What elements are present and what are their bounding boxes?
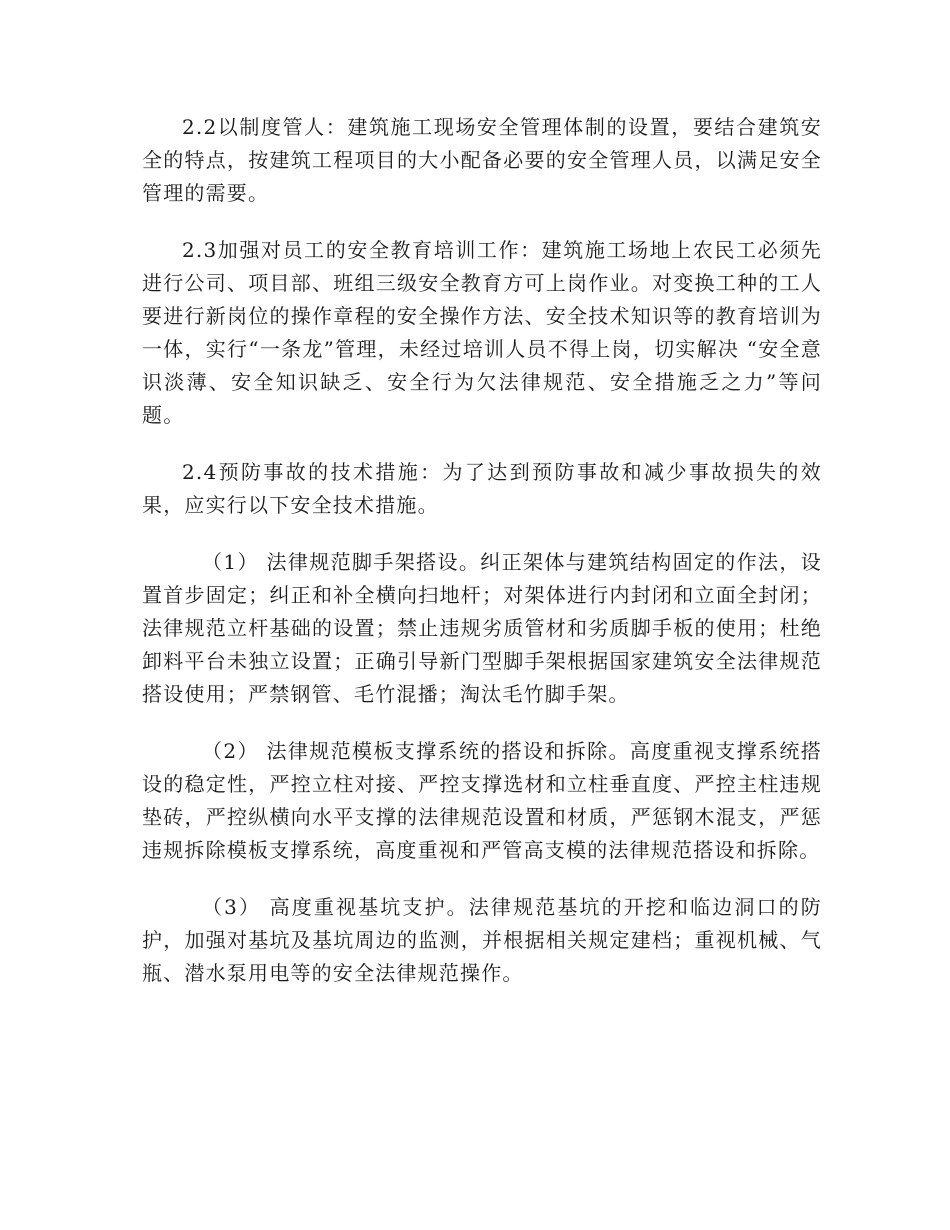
paragraph-2-4: 2.4预防事故的技术措施：为了达到预防事故和减少事故损失的效果，应实行以下安全技术措施。 [142,460,822,517]
document-body [142,111,822,1014]
list-item-2: （2） 法律规范模板支撑系统的搭设和拆除。高度重视支撑系统搭设的稳定性，严控立柱对接、严控支撑选材和立柱垂直度、严控主柱违规垫砖，严控纵横向水平支撑的法律规范设置和材质，严惩钢木混支，严惩违规拆除模板支撑系统，高度重视和严管高支模的法律规范搭设和拆除。 [142,739,822,862]
paragraph-2-3: 2.3加强对员工的安全教育培训工作：建筑施工场地上农民工必须先进行公司、项目部、班组三级安全教育方可上岗作业。对变换工种的工人要进行新岗位的操作章程的安全操作方法、安全技术知识等的教育培训为一体，实行“一条龙”管理，未经过培训人员不得上岗，切实解决 “安全意识淡薄、安全知识缺乏、安全行为欠法律规范、安全措施乏之力”等问题。 [142,238,822,427]
paragraph-2-2: 2.2以制度管人：建筑施工现场安全管理体制的设置，要结合建筑安全的特点，按建筑工程项目的大小配备必要的安全管理人员，以满足安全管理的需要。 [142,115,822,205]
list-item-3: （3） 高度重视基坑支护。法律规范基坑的开挖和临边洞口的防护，加强对基坑及基坑周边的监测，并根据相关规定建档；重视机械、气瓶、潜水泵用电等的安全法律规范操作。 [142,895,822,985]
list-item-1: （1） 法律规范脚手架搭设。纠正架体与建筑结构固定的作法，设置首步固定；纠正和补全横向扫地杆；对架体进行内封闭和立面全封闭；法律规范立杆基础的设置；禁止违规劣质管材和劣质脚手板的使用；杜绝卸料平台未独立设置；正确引导新门型脚手架根据国家建筑安全法律规范搭设使用；严禁钢管、毛竹混播；淘汰毛竹脚手架。 [142,550,822,706]
